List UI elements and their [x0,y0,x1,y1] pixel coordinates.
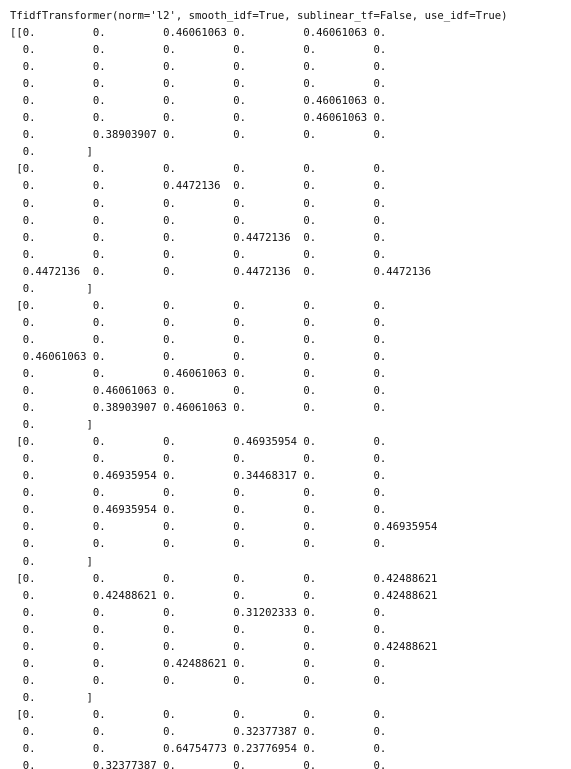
console-line: [0. 0. 0. 0. 0. 0. [10,163,387,176]
console-line: 0. 0. 0. 0. 0. 0. [10,316,387,329]
console-line: 0. 0. 0. 0. 0. 0. [10,623,387,636]
console-header-line: TfidfTransformer(norm='l2', smooth_idf=True, sublinear_tf=False, use_idf=True) [10,10,508,22]
console-line: 0. 0. 0. 0. 0. 0. [10,248,387,261]
console-line: [0. 0. 0. 0. 0. 0. [10,708,387,721]
console-line: [0. 0. 0. 0. 0. 0. [10,299,387,312]
console-line: 0. 0. 0. 0. 0. 0. [10,538,387,551]
console-line: 0. 0. 0. 0. 0. 0. [10,44,387,57]
console-line: 0. 0.38903907 0.46061063 0. 0. 0. [10,402,387,415]
console-line: 0. 0.32377387 0. 0. 0. 0. [10,760,387,769]
console-line: 0. 0. 0. 0. 0. 0. [10,453,387,466]
console-line: 0. 0. 0. 0. 0. 0. [10,674,387,687]
console-line: 0. 0.38903907 0. 0. 0. 0. [10,129,387,142]
console-line: 0. 0. 0. 0. 0. 0. [10,214,387,227]
console-line: 0. 0. 0. 0. 0.46061063 0. [10,95,387,108]
console-line: 0. 0. 0. 0. 0. 0. [10,487,387,500]
console-line: 0. 0.46935954 0. 0.34468317 0. 0. [10,470,387,483]
console-line: [[0. 0. 0.46061063 0. 0.46061063 0. [10,27,387,40]
console-line: 0. 0. 0. 0. 0. 0. [10,197,387,210]
console-line: 0. 0. 0. 0.4472136 0. 0. [10,231,387,244]
console-lines [10,25,571,769]
console-line: 0. 0.46935954 0. 0. 0. 0. [10,504,387,517]
console-line: 0. 0. 0. 0.32377387 0. 0. [10,725,387,738]
console-line: 0.46061063 0. 0. 0. 0. 0. [10,350,387,363]
console-line: 0. 0. 0. 0. 0. 0.46935954 [10,521,438,534]
console-line: 0. 0. 0. 0.31202333 0. 0. [10,606,387,619]
console-line: 0. 0. 0. 0. 0. 0.42488621 [10,640,438,653]
console-line: 0. 0. 0.64754773 0.23776954 0. 0. [10,743,387,756]
console-line: 0. 0. 0. 0. 0. 0. [10,61,387,74]
console-line: 0. 0. 0.4472136 0. 0. 0. [10,180,387,193]
console-line: 0. ] [10,691,93,704]
console-line: 0. 0.42488621 0. 0. 0. 0.42488621 [10,589,438,602]
console-line: [0. 0. 0. 0.46935954 0. 0. [10,436,387,449]
console-line: [0. 0. 0. 0. 0. 0.42488621 [10,572,438,585]
console-line: 0. ] [10,146,93,159]
console-line: 0. 0.46061063 0. 0. 0. 0. [10,385,387,398]
console-line: 0. 0. 0.42488621 0. 0. 0. [10,657,387,670]
console-line: 0.4472136 0. 0. 0.4472136 0. 0.4472136 [10,265,431,278]
console-line: 0. 0. 0.46061063 0. 0. 0. [10,367,387,380]
console-line: 0. 0. 0. 0. 0. 0. [10,333,387,346]
console-line: 0. ] [10,282,93,295]
console-line: 0. 0. 0. 0. 0. 0. [10,78,387,91]
console-line: 0. 0. 0. 0. 0.46061063 0. [10,112,387,125]
console-line: 0. ] [10,555,93,568]
console-line: 0. ] [10,419,93,432]
